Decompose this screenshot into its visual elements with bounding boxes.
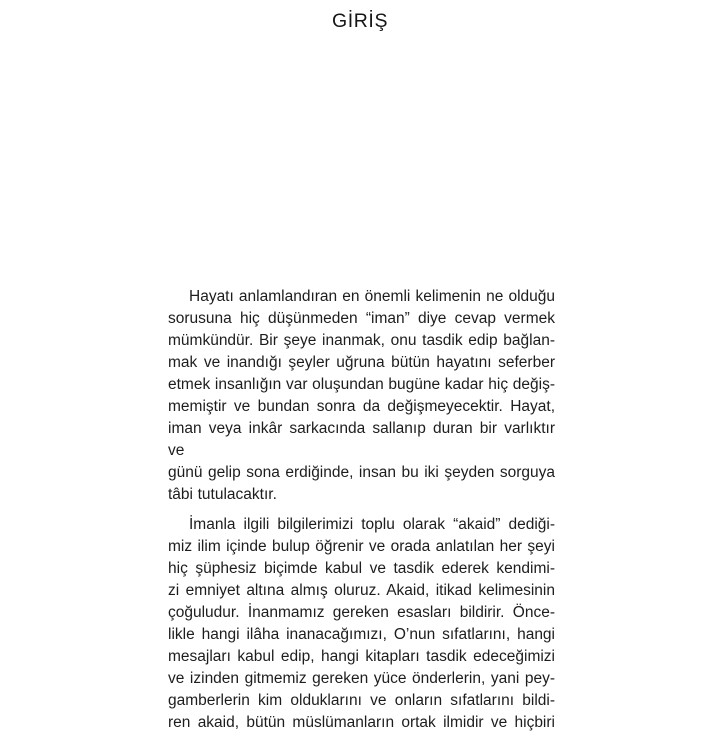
text-line: ren akaid, bütün müslümanların ortak ilmidir ve hiçbiri bbox=[168, 714, 555, 731]
text-line: memiştir ve bundan sonra da değişmeyecektir. Hayat, bbox=[168, 398, 555, 415]
page-title: GİRİŞ bbox=[331, 10, 389, 32]
text-line: iman veya inkâr sarkacında sallanıp duran bir varlıktır ve bbox=[168, 420, 555, 459]
text-line: mümkündür. Bir şeye inanmak, onu tasdik edip bağlan- bbox=[168, 332, 555, 349]
text-line: Hayatı anlamlandıran en önemli kelimenin ne olduğu bbox=[189, 288, 555, 305]
text-line: çoğuludur. İnanmamız gereken esasları bildirir. Önce- bbox=[168, 604, 555, 621]
text-line: tâbi tutulacaktır. bbox=[168, 486, 277, 503]
paragraph bbox=[168, 514, 555, 734]
text-line: gamberlerin kim olduklarını ve onların sıfatlarını bildi- bbox=[168, 692, 555, 709]
text-line: zi emniyet altına almış oluruz. Akaid, itikad kelimesinin bbox=[168, 582, 555, 599]
text-line: hiç şüphesiz biçimde kabul ve tasdik ederek kendimi- bbox=[168, 560, 555, 577]
text-line: likle hangi ilâha inanacağımızı, O’nun sıfatlarını, hangi bbox=[168, 626, 555, 643]
text-line: miz ilim içinde bulup öğrenir ve orada anlatılan her şeyi bbox=[168, 538, 555, 555]
text-line: günü gelip sona erdiğinde, insan bu iki şeyden sorguya bbox=[168, 464, 555, 481]
text-line: İmanla ilgili bilgilerimizi toplu olarak “akaid” dediği- bbox=[189, 516, 555, 533]
text-line: mesajları kabul edip, hangi kitapları tasdik edeceğimizi bbox=[168, 648, 555, 665]
text-line: mak ve inandığı şeyler uğruna bütün hayatını seferber bbox=[168, 354, 555, 371]
body-text bbox=[168, 286, 555, 742]
paragraph bbox=[168, 286, 555, 506]
text-line: etmek insanlığın var oluşundan bugüne kadar hiç değiş- bbox=[168, 376, 555, 393]
text-line: sorusuna hiç düşünmeden “iman” diye cevap vermek bbox=[168, 310, 555, 327]
text-line: ve izinden gitmemiz gereken yüce önderlerin, yani pey- bbox=[168, 670, 555, 687]
